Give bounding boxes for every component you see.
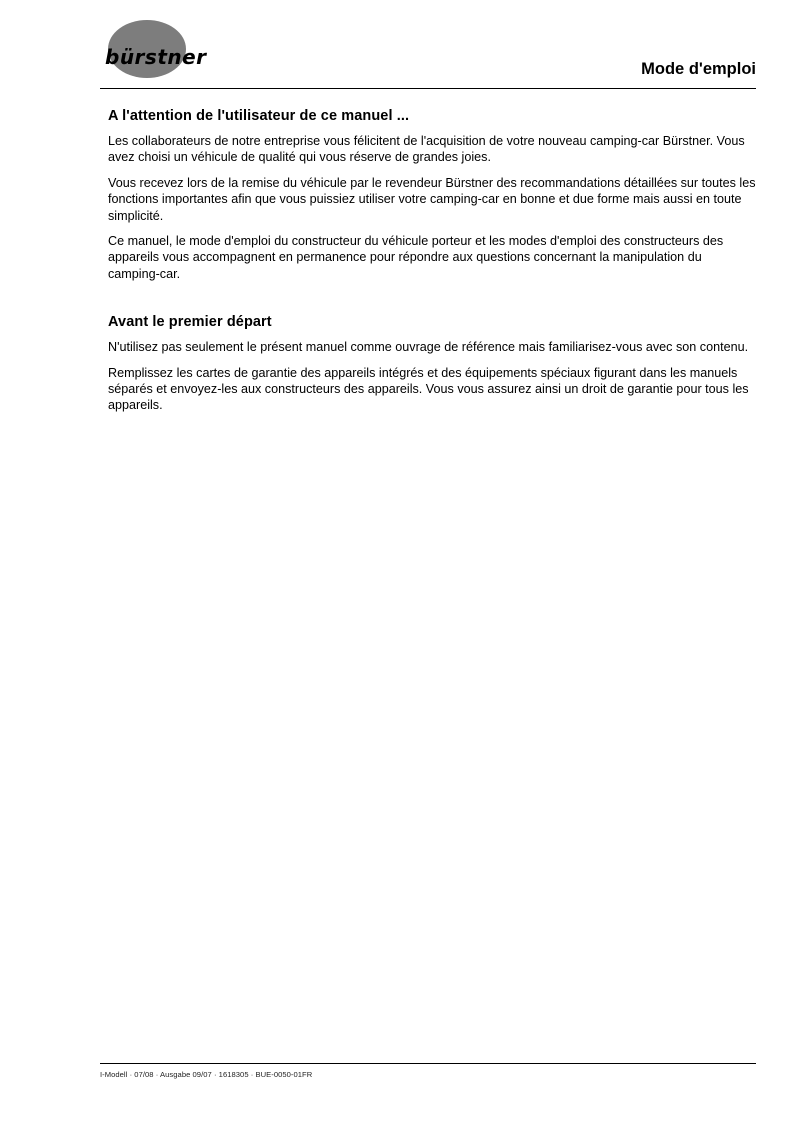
header-divider [100, 88, 756, 89]
footer-text: I-Modell · 07/08 · Ausgabe 09/07 · 1618305 · BUE-0050-01FR [100, 1070, 313, 1079]
section-heading: A l'attention de l'utilisateur de ce manuel ... [108, 108, 410, 124]
section-heading: Avant le premier départ [108, 314, 272, 331]
section-avant-premier-depart [108, 314, 756, 414]
paragraph: Vous recevez lors de la remise du véhicule par le revendeur Bürstner des recommandations détaillées sur toutes les fonctions importantes afin que vous puissiez utiliser votre camping-car en bonne et due forme mais aussi en toute simplicité. [108, 175, 756, 223]
footer-divider [100, 1063, 756, 1064]
header-title: Mode d'emploi [641, 60, 756, 78]
burstner-logo [100, 18, 230, 80]
paragraph: Les collaborateurs de notre entreprise vous félicitent de l'acquisition de votre nouveau camping-car Bürstner. Vous avez choisi un véhicule de qualité qui vous réserve de grandes joies. [108, 134, 745, 165]
page-content [108, 108, 756, 414]
paragraph: Ce manuel, le mode d'emploi du constructeur du véhicule porteur et les modes d'emploi des constructeurs des appareils vous accompagnent en permanence pour répondre aux questions concernant la manipulation du camping-car. [108, 234, 724, 281]
page-header [100, 18, 756, 88]
paragraph: N'utilisez pas seulement le présent manuel comme ouvrage de référence mais familiarisez-vous avec son contenu. [108, 340, 749, 355]
section-attention-utilisateur [108, 108, 756, 282]
paragraph: Remplissez les cartes de garantie des appareils intégrés et des équipements spéciaux figurant dans les manuels séparés et envoyez-les aux constructeurs des appareils. Vous vous assurez ainsi un droit de garantie pour tous les appareils. [108, 365, 749, 413]
logo-wordmark: bürstner [105, 45, 207, 69]
